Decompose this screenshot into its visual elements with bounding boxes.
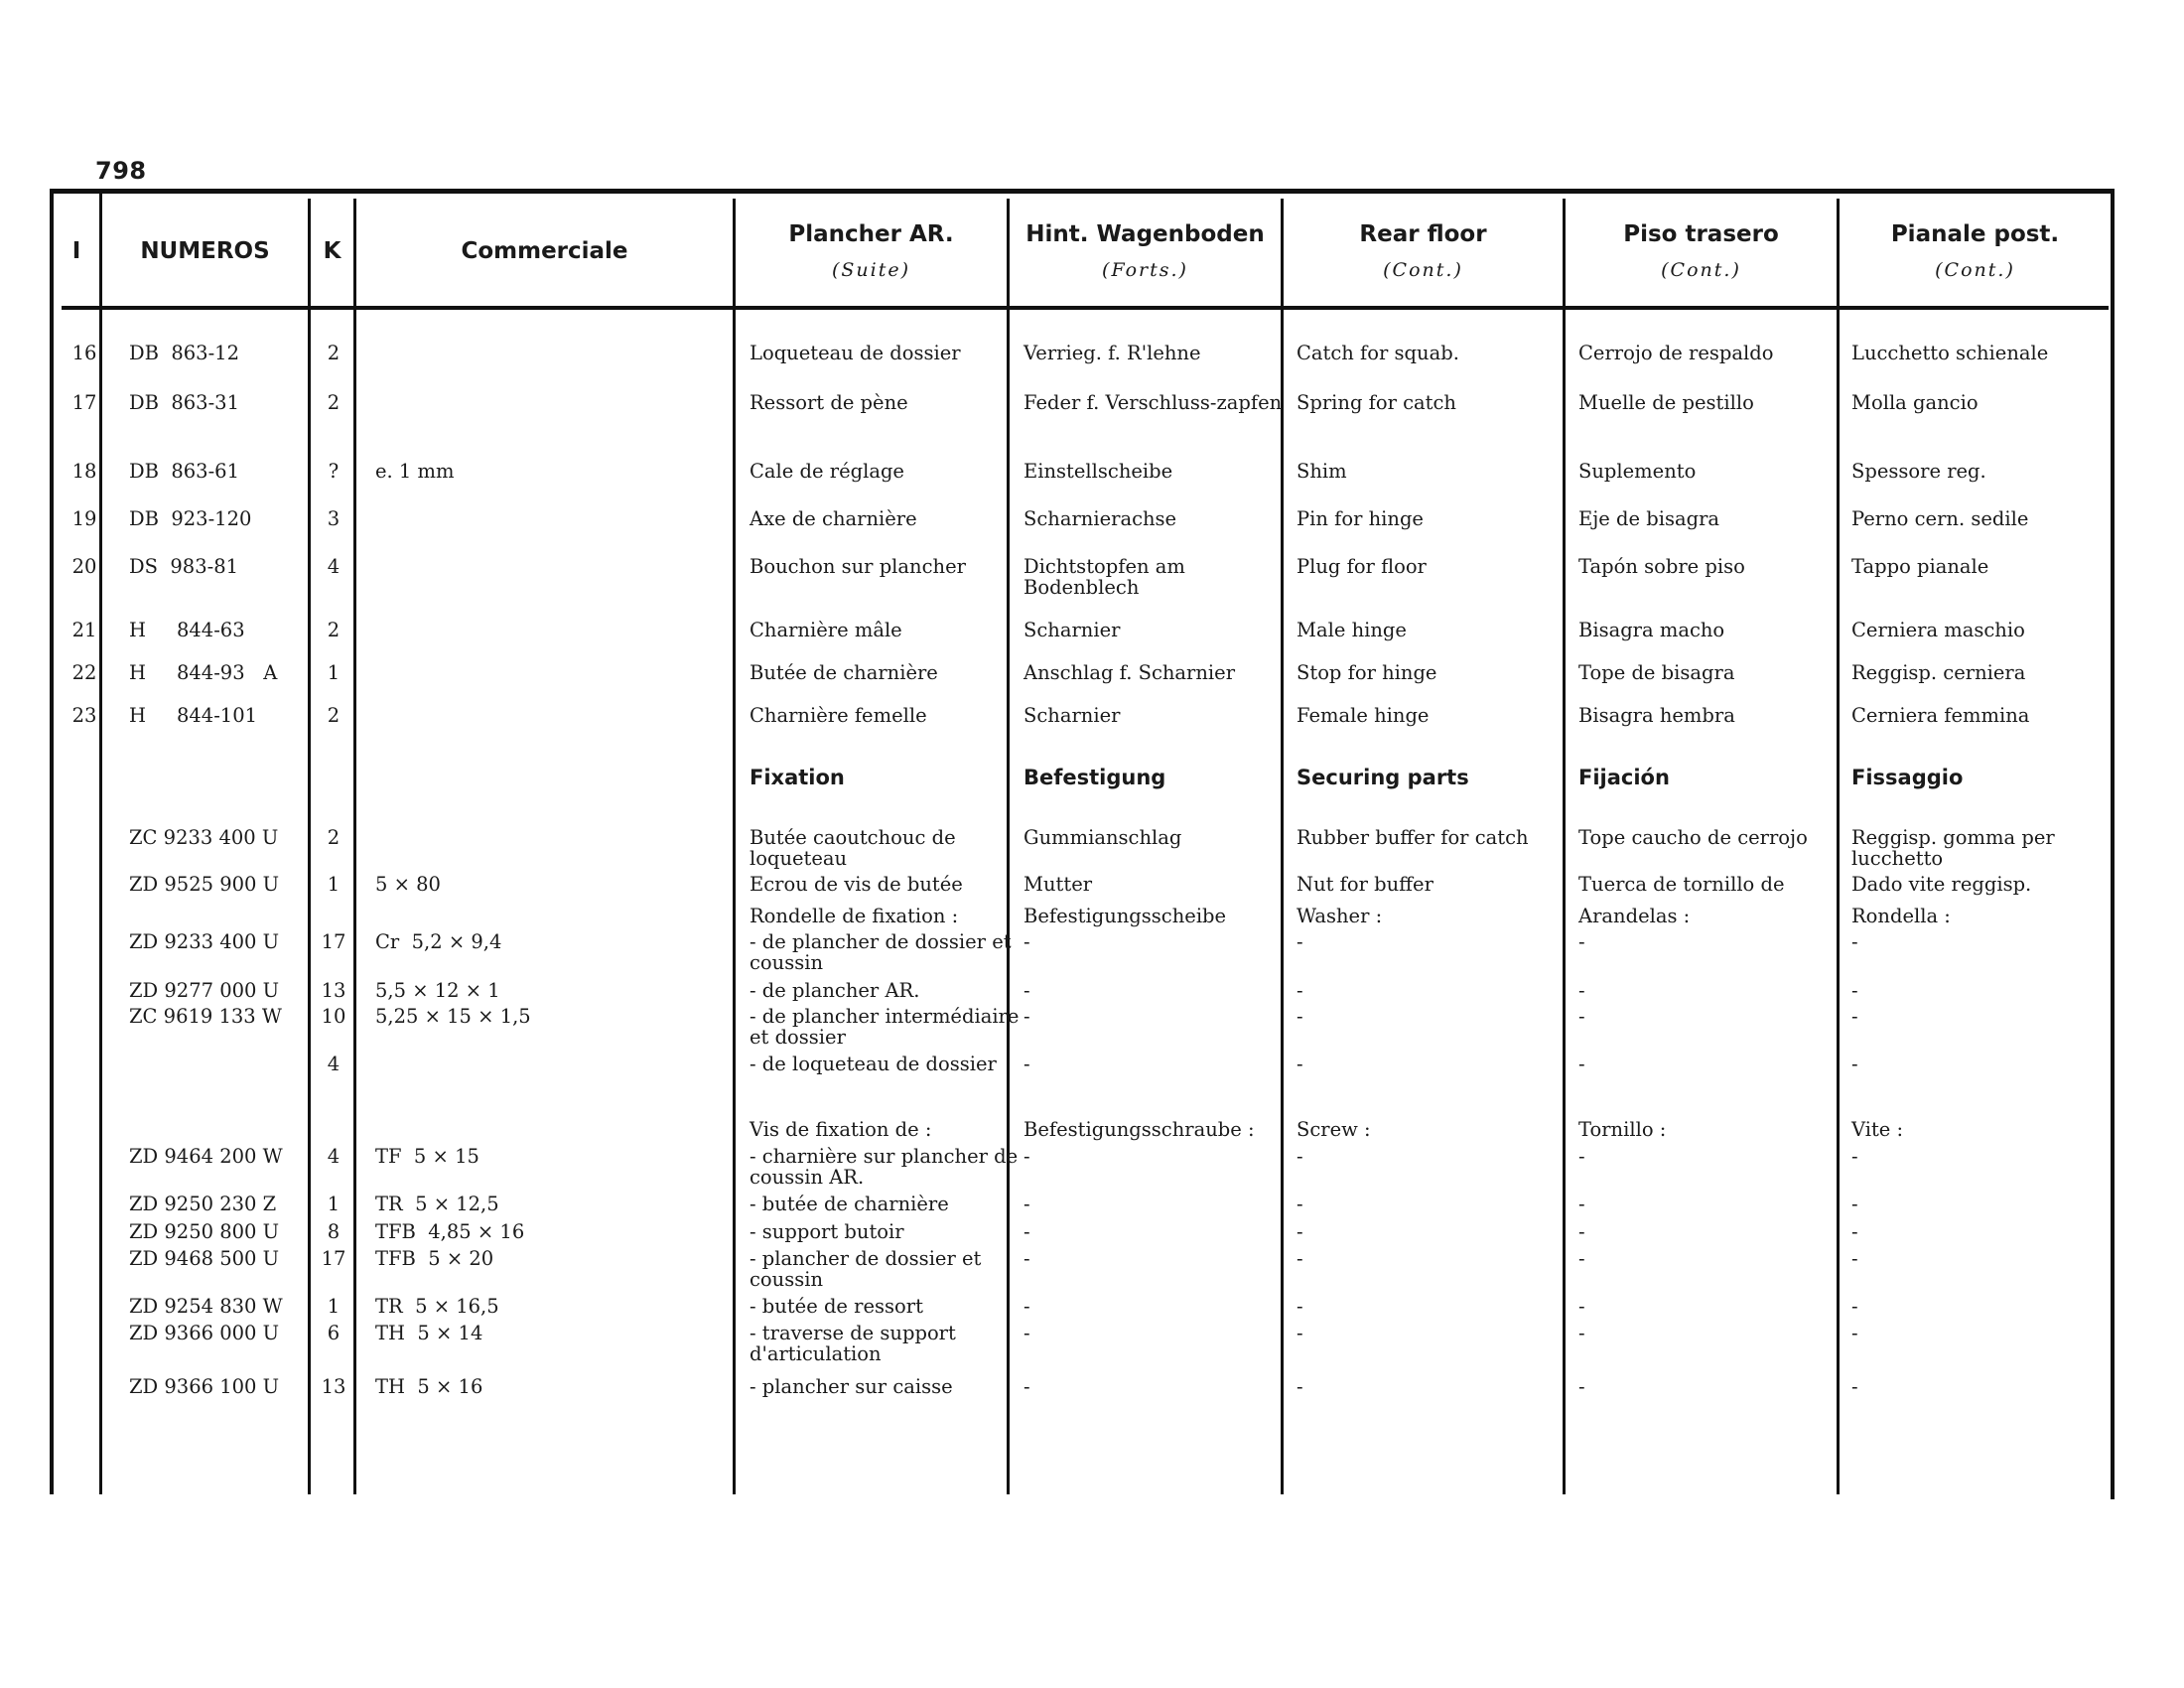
desc-french: Cale de réglage — [750, 460, 904, 483]
part-number: H 844-63 — [129, 619, 245, 641]
quantity: 10 — [321, 1005, 346, 1028]
part-number: ZD 9366 100 U — [129, 1375, 280, 1398]
desc-english: Screw : — [1297, 1118, 1371, 1141]
quantity: 4 — [327, 555, 341, 578]
desc-french: Vis de fixation de : — [750, 1118, 932, 1141]
desc-french: Ecrou de vis de butée — [750, 873, 963, 896]
commercial-spec: TFB 4,85 × 16 — [375, 1220, 525, 1243]
header-k-label: K — [323, 237, 341, 264]
commercial-spec: TF 5 × 15 — [375, 1145, 479, 1168]
desc-english: - — [1297, 1247, 1303, 1270]
row-index: 20 — [71, 555, 97, 578]
desc-italian: Lucchetto schienale — [1851, 342, 2049, 364]
desc-spanish: - — [1578, 930, 1585, 953]
desc-italian: Cerniera femmina — [1851, 704, 2030, 727]
desc-french: - butée de ressort — [750, 1295, 923, 1318]
desc-french: Ressort de pène — [750, 391, 908, 414]
quantity: 1 — [327, 873, 341, 896]
desc-italian: Reggisp. gomma per lucchetto — [1851, 826, 2055, 870]
desc-italian: Cerniera maschio — [1851, 619, 2025, 641]
section-spanish: Fijación — [1578, 766, 1670, 789]
desc-german: Befestigungsschraube : — [1024, 1118, 1255, 1141]
desc-french: Rondelle de fixation : — [750, 905, 959, 927]
desc-spanish: - — [1578, 1322, 1585, 1344]
header-french-sub: (Suite) — [831, 258, 911, 281]
quantity: 2 — [327, 391, 341, 414]
row-index: 16 — [71, 342, 97, 364]
desc-german: Verrieg. f. R'lehne — [1024, 342, 1201, 364]
quantity: 13 — [321, 979, 346, 1002]
desc-german: - — [1024, 1247, 1030, 1270]
quantity: 2 — [327, 342, 341, 364]
desc-english: Washer : — [1297, 905, 1383, 927]
desc-english: - — [1297, 1375, 1303, 1398]
header-german-title: Hint. Wagenboden — [1025, 220, 1265, 247]
part-number: ZC 9619 133 W — [129, 1005, 282, 1028]
desc-spanish: - — [1578, 1375, 1585, 1398]
desc-english: - — [1297, 1220, 1303, 1243]
desc-italian: - — [1851, 1145, 1858, 1168]
quantity: 8 — [327, 1220, 341, 1243]
desc-italian: Dado vite reggisp. — [1851, 873, 2032, 896]
desc-italian: Reggisp. cerniera — [1851, 661, 2026, 684]
part-number: ZD 9464 200 W — [129, 1145, 283, 1168]
row-index: 21 — [71, 619, 97, 641]
desc-italian: - — [1851, 979, 1858, 1002]
section-german: Befestigung — [1024, 766, 1166, 789]
quantity: 2 — [327, 704, 341, 727]
desc-italian: - — [1851, 930, 1858, 953]
desc-english: Male hinge — [1297, 619, 1407, 641]
section-italian: Fissaggio — [1851, 766, 1964, 789]
section-english: Securing parts — [1297, 766, 1469, 789]
desc-german: Einstellscheibe — [1024, 460, 1173, 483]
section-french: Fixation — [750, 766, 845, 789]
desc-italian: - — [1851, 1193, 1858, 1215]
commercial-spec: Cr 5,2 × 9,4 — [375, 930, 502, 953]
part-number: H 844-101 — [129, 704, 258, 727]
desc-spanish: Arandelas : — [1578, 905, 1691, 927]
desc-german: - — [1024, 1053, 1030, 1075]
parts-table — [50, 189, 2115, 1504]
desc-english: - — [1297, 979, 1303, 1002]
desc-spanish: Tope caucho de cerrojo — [1578, 826, 1808, 849]
commercial-spec: TFB 5 × 20 — [375, 1247, 494, 1270]
header-commerciale-label: Commerciale — [461, 237, 628, 264]
desc-spanish: Suplemento — [1578, 460, 1697, 483]
desc-german: - — [1024, 979, 1030, 1002]
desc-spanish: - — [1578, 1247, 1585, 1270]
desc-spanish: - — [1578, 1220, 1585, 1243]
desc-german: Gummianschlag — [1024, 826, 1182, 849]
commercial-spec: e. 1 mm — [375, 460, 455, 483]
commercial-spec: 5,5 × 12 × 1 — [375, 979, 500, 1002]
desc-italian: - — [1851, 1005, 1858, 1028]
desc-german: - — [1024, 1005, 1030, 1028]
header-numeros-label: NUMEROS — [140, 237, 270, 264]
desc-italian: Spessore reg. — [1851, 460, 1986, 483]
desc-english: Stop for hinge — [1297, 661, 1437, 684]
commercial-spec: TH 5 × 16 — [375, 1375, 483, 1398]
part-number: ZD 9250 800 U — [129, 1220, 280, 1243]
desc-spanish: - — [1578, 1295, 1585, 1318]
quantity: 6 — [327, 1322, 341, 1344]
row-index: 23 — [71, 704, 97, 727]
desc-german: - — [1024, 930, 1030, 953]
desc-french: - de plancher intermédiaire et dossier — [750, 1005, 1020, 1049]
desc-french: Butée de charnière — [750, 661, 938, 684]
desc-french: Bouchon sur plancher — [750, 555, 966, 578]
desc-german: - — [1024, 1295, 1030, 1318]
desc-english: Nut for buffer — [1297, 873, 1433, 896]
part-number: ZD 9254 830 W — [129, 1295, 283, 1318]
desc-english: Spring for catch — [1297, 391, 1456, 414]
commercial-spec: 5 × 80 — [375, 873, 441, 896]
desc-french: - de loqueteau de dossier — [750, 1053, 997, 1075]
desc-french: - support butoir — [750, 1220, 904, 1243]
commercial-spec: TR 5 × 12,5 — [375, 1193, 499, 1215]
desc-italian: - — [1851, 1375, 1858, 1398]
desc-german: - — [1024, 1220, 1030, 1243]
desc-english: - — [1297, 1005, 1303, 1028]
desc-italian: - — [1851, 1053, 1858, 1075]
desc-french: Loqueteau de dossier — [750, 342, 961, 364]
desc-french: - de plancher AR. — [750, 979, 920, 1002]
header-italian-sub: (Cont.) — [1935, 258, 2015, 281]
desc-english: Catch for squab. — [1297, 342, 1459, 364]
page-number: 798 — [95, 157, 147, 185]
desc-german: - — [1024, 1322, 1030, 1344]
desc-italian: Vite : — [1851, 1118, 1904, 1141]
part-number: DB 863-31 — [129, 391, 239, 414]
desc-spanish: - — [1578, 979, 1585, 1002]
desc-english: - — [1297, 1322, 1303, 1344]
part-number: DB 863-61 — [129, 460, 239, 483]
desc-spanish: Bisagra macho — [1578, 619, 1725, 641]
desc-spanish: Cerrojo de respaldo — [1578, 342, 1774, 364]
desc-german: - — [1024, 1193, 1030, 1215]
desc-italian: Tappo pianale — [1851, 555, 1989, 578]
desc-german: Scharnier — [1024, 704, 1121, 727]
desc-english: - — [1297, 1295, 1303, 1318]
header-italian-title: Pianale post. — [1890, 220, 2060, 247]
desc-spanish: Eje de bisagra — [1578, 507, 1720, 530]
desc-english: Shim — [1297, 460, 1347, 483]
desc-german: Feder f. Verschluss-zapfen — [1024, 391, 1283, 414]
part-number: DS 983-81 — [129, 555, 239, 578]
desc-french: Butée caoutchouc de loqueteau — [750, 826, 956, 870]
desc-spanish: Bisagra hembra — [1578, 704, 1735, 727]
desc-italian: - — [1851, 1322, 1858, 1344]
part-number: ZD 9468 500 U — [129, 1247, 280, 1270]
desc-german: - — [1024, 1145, 1030, 1168]
quantity: 3 — [327, 507, 341, 530]
desc-german: - — [1024, 1375, 1030, 1398]
desc-spanish: Tuerca de tornillo de — [1578, 873, 1785, 896]
desc-italian: Perno cern. sedile — [1851, 507, 2029, 530]
desc-french: Charnière femelle — [750, 704, 927, 727]
header-french-title: Plancher AR. — [788, 220, 954, 247]
part-number: ZC 9233 400 U — [129, 826, 279, 849]
desc-english: Pin for hinge — [1297, 507, 1424, 530]
desc-italian: Molla gancio — [1851, 391, 1979, 414]
quantity: 2 — [327, 619, 341, 641]
part-number: ZD 9366 000 U — [129, 1322, 280, 1344]
desc-french: Charnière mâle — [750, 619, 902, 641]
desc-french: - butée de charnière — [750, 1193, 949, 1215]
desc-english: - — [1297, 1193, 1303, 1215]
row-index: 18 — [71, 460, 97, 483]
desc-spanish: Muelle de pestillo — [1578, 391, 1754, 414]
header-spanish-title: Piso trasero — [1623, 220, 1779, 247]
header-english-sub: (Cont.) — [1383, 258, 1463, 281]
desc-french: - charnière sur plancher de coussin AR. — [750, 1145, 1019, 1189]
part-number: ZD 9525 900 U — [129, 873, 280, 896]
desc-italian: Rondella : — [1851, 905, 1951, 927]
desc-italian: - — [1851, 1295, 1858, 1318]
header-i-label: I — [71, 237, 81, 264]
desc-german: Mutter — [1024, 873, 1093, 896]
quantity: 13 — [321, 1375, 346, 1398]
header-english-title: Rear floor — [1359, 220, 1487, 247]
desc-french: - traverse de support d'articulation — [750, 1322, 956, 1365]
part-number: H 844-93 A — [129, 661, 278, 684]
desc-english: Rubber buffer for catch — [1297, 826, 1529, 849]
desc-spanish: - — [1578, 1005, 1585, 1028]
desc-german: Befestigungsscheibe — [1024, 905, 1227, 927]
header-german-sub: (Forts.) — [1102, 258, 1188, 281]
desc-english: - — [1297, 1145, 1303, 1168]
quantity: 4 — [327, 1053, 341, 1075]
commercial-spec: 5,25 × 15 × 1,5 — [375, 1005, 531, 1028]
row-index: 22 — [71, 661, 97, 684]
quantity: 17 — [321, 930, 346, 953]
desc-german: Anschlag f. Scharnier — [1024, 661, 1236, 684]
desc-german: Scharnierachse — [1024, 507, 1177, 530]
desc-spanish: Tapón sobre piso — [1578, 555, 1745, 578]
part-number: DB 863-12 — [129, 342, 239, 364]
part-number: ZD 9277 000 U — [129, 979, 280, 1002]
quantity: 17 — [321, 1247, 346, 1270]
commercial-spec: TH 5 × 14 — [375, 1322, 483, 1344]
desc-italian: - — [1851, 1247, 1858, 1270]
desc-english: - — [1297, 1053, 1303, 1075]
quantity: 2 — [327, 826, 341, 849]
part-number: ZD 9233 400 U — [129, 930, 280, 953]
quantity: 1 — [327, 661, 341, 684]
part-number: ZD 9250 230 Z — [129, 1193, 277, 1215]
quantity: 1 — [327, 1193, 341, 1215]
header-spanish-sub: (Cont.) — [1661, 258, 1741, 281]
desc-spanish: - — [1578, 1145, 1585, 1168]
desc-spanish: Tope de bisagra — [1578, 661, 1735, 684]
row-index: 19 — [71, 507, 97, 530]
desc-german: Dichtstopfen am Bodenblech — [1024, 555, 1185, 599]
commercial-spec: TR 5 × 16,5 — [375, 1295, 499, 1318]
desc-french: - plancher de dossier et coussin — [750, 1247, 982, 1291]
desc-italian: - — [1851, 1220, 1858, 1243]
desc-spanish: Tornillo : — [1578, 1118, 1667, 1141]
desc-english: Female hinge — [1297, 704, 1430, 727]
desc-french: Axe de charnière — [750, 507, 917, 530]
desc-german: Scharnier — [1024, 619, 1121, 641]
desc-english: Plug for floor — [1297, 555, 1427, 578]
part-number: DB 923-120 — [129, 507, 252, 530]
desc-spanish: - — [1578, 1193, 1585, 1215]
row-index: 17 — [71, 391, 97, 414]
table-body — [50, 189, 2115, 1504]
desc-french: - de plancher de dossier et coussin — [750, 930, 1012, 974]
desc-spanish: - — [1578, 1053, 1585, 1075]
quantity: 4 — [327, 1145, 341, 1168]
quantity: ? — [328, 460, 340, 483]
quantity: 1 — [327, 1295, 341, 1318]
desc-french: - plancher sur caisse — [750, 1375, 953, 1398]
desc-english: - — [1297, 930, 1303, 953]
